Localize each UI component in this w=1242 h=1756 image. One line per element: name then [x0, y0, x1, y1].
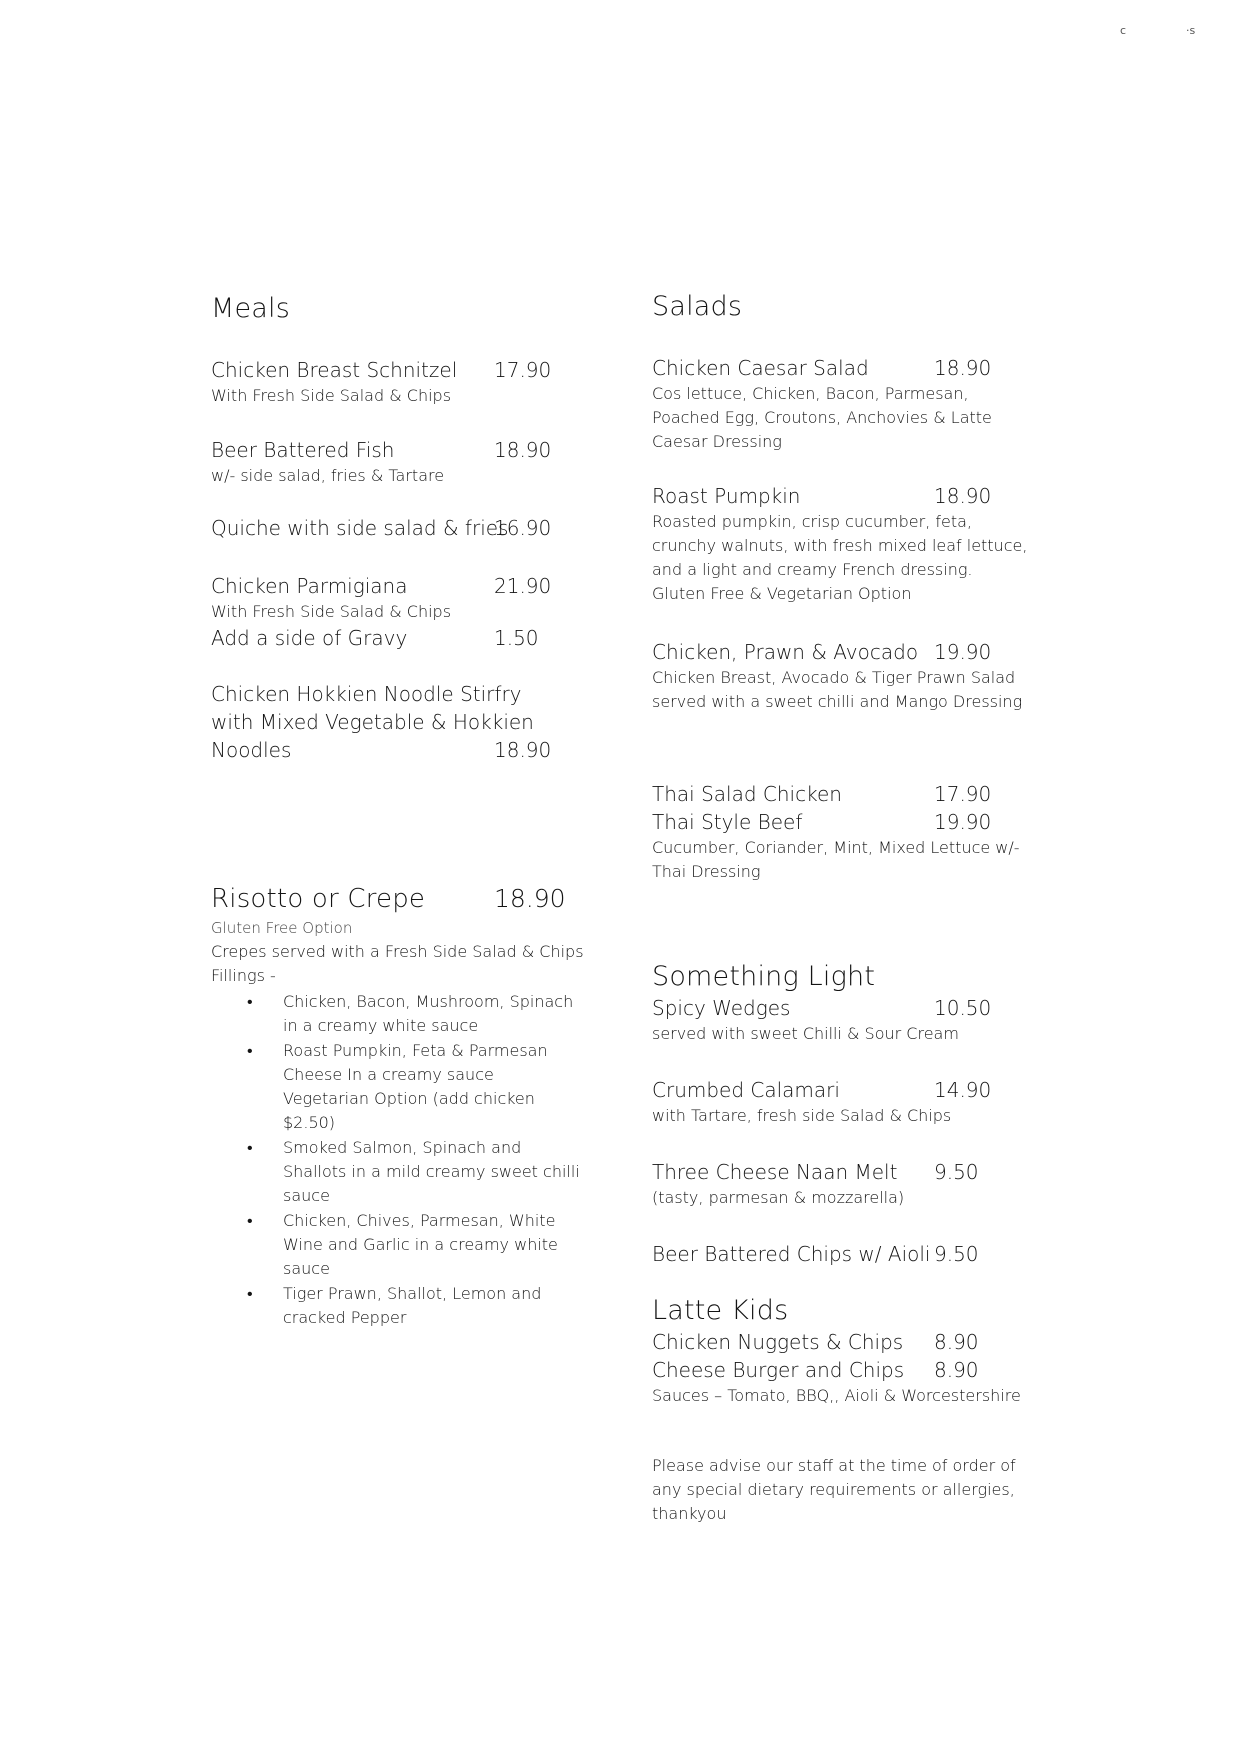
- item-description: with Tartare, fresh side Salad & Chips: [652, 1106, 952, 1125]
- item-name: Beer Battered Chips w/ Aioli: [652, 1242, 931, 1266]
- item-price: 8.90: [934, 1358, 979, 1382]
- item-description: Poached Egg, Croutons, Anchovies & Latte: [652, 408, 992, 427]
- item-name: Spicy Wedges: [652, 996, 791, 1020]
- left-column: [211, 292, 591, 1331]
- menu-item: [652, 1356, 1052, 1384]
- menu-item: [211, 356, 591, 408]
- right-column: [652, 290, 1052, 1526]
- menu-item: [211, 572, 591, 624]
- risotto-price: 18.90: [494, 884, 566, 913]
- item-price: 1.50: [494, 626, 539, 650]
- item-price: 17.90: [934, 782, 992, 806]
- risotto-heading: Risotto or Crepe: [211, 884, 426, 914]
- filling-item: • Tiger Prawn, Shallot, Lemon and cracked Pepper: [283, 1282, 583, 1330]
- item-name: Chicken, Prawn & Avocado: [652, 640, 919, 664]
- item-description: served with a sweet chilli and Mango Dressing: [652, 692, 1023, 711]
- fillings-list: [211, 990, 591, 1330]
- item-price: 10.50: [934, 996, 992, 1020]
- menu-item: [652, 354, 1052, 454]
- item-name: Chicken Caesar Salad: [652, 356, 869, 380]
- item-description: With Fresh Side Salad & Chips: [211, 386, 452, 405]
- menu-item: [652, 808, 1052, 884]
- item-price: 19.90: [934, 810, 992, 834]
- item-price: 21.90: [494, 574, 552, 598]
- scan-mark: c: [1120, 24, 1127, 37]
- menu-item: [211, 624, 591, 652]
- menu-item: [652, 638, 1052, 714]
- item-name: Quiche with side salad & fries: [211, 516, 509, 540]
- item-description: w/- side salad, fries & Tartare: [211, 466, 445, 485]
- filling-item: • Chicken, Bacon, Mushroom, Spinach in a creamy white sauce: [283, 990, 583, 1038]
- item-name: Thai Salad Chicken: [652, 782, 842, 806]
- menu-item: [652, 482, 1052, 606]
- item-description: Caesar Dressing: [652, 432, 782, 451]
- item-price: 8.90: [934, 1330, 979, 1354]
- item-description: Chicken Breast, Avocado & Tiger Prawn Salad: [652, 668, 1016, 687]
- item-price: 16.90: [494, 516, 552, 540]
- item-price: 19.90: [934, 640, 992, 664]
- item-description: Roasted pumpkin, crisp cucumber, feta,: [652, 512, 972, 531]
- notice-line: Please advise our staff at the time of order of: [652, 1456, 1016, 1475]
- item-price: 18.90: [934, 484, 992, 508]
- item-description: Gluten Free & Vegetarian Option: [652, 584, 912, 603]
- item-description: Cos lettuce, Chicken, Bacon, Parmesan,: [652, 384, 969, 403]
- sauces-note: Sauces – Tomato, BBQ,, Aioli & Worcestershire: [652, 1386, 1021, 1405]
- fillings-label: Fillings -: [211, 966, 276, 985]
- latte-kids-heading: Latte Kids: [652, 1295, 789, 1326]
- risotto-section: [211, 882, 591, 1330]
- gluten-free-note: Gluten Free Option: [211, 919, 353, 937]
- notice-line: thankyou: [652, 1504, 727, 1523]
- item-price: 18.90: [934, 356, 992, 380]
- menu-item-stirfry: [211, 680, 591, 764]
- salads-heading: Salads: [652, 291, 743, 322]
- notice-line: any special dietary requirements or allergies,: [652, 1480, 1015, 1499]
- meals-heading: Meals: [211, 293, 291, 324]
- item-price: 17.90: [494, 358, 552, 382]
- item-description: served with sweet Chilli & Sour Cream: [652, 1024, 959, 1043]
- crepes-note: Crepes served with a Fresh Side Salad & Chips: [211, 942, 584, 961]
- item-name: Roast Pumpkin: [652, 484, 801, 508]
- item-name-line: Chicken Hokkien Noodle Stirfry: [211, 682, 522, 706]
- item-description: and a light and creamy French dressing.: [652, 560, 973, 579]
- filling-item: • Roast Pumpkin, Feta & Parmesan Cheese In a creamy sauce Vegetarian Option (add chicken $2.50): [283, 1039, 583, 1135]
- menu-item: [652, 1158, 1052, 1210]
- item-name-line: with Mixed Vegetable & Hokkien: [211, 710, 534, 734]
- item-name: Chicken Nuggets & Chips: [652, 1330, 904, 1354]
- item-name: Add a side of Gravy: [211, 626, 408, 650]
- item-price: 9.50: [934, 1242, 979, 1266]
- menu-item: [652, 780, 1052, 808]
- item-name: Chicken Parmigiana: [211, 574, 408, 598]
- item-name: Crumbed Calamari: [652, 1078, 840, 1102]
- item-price: 18.90: [494, 738, 552, 762]
- item-description: With Fresh Side Salad & Chips: [211, 602, 452, 621]
- filling-item: • Chicken, Chives, Parmesan, White Wine and Garlic in a creamy white sauce: [283, 1209, 583, 1281]
- item-name: Chicken Breast Schnitzel: [211, 358, 458, 382]
- item-description: crunchy walnuts, with fresh mixed leaf lettuce,: [652, 536, 1028, 555]
- item-name-line: Noodles: [211, 738, 292, 762]
- menu-item: [652, 1240, 1052, 1268]
- something-light-heading: Something Light: [652, 961, 876, 992]
- item-description: Cucumber, Coriander, Mint, Mixed Lettuce w/-: [652, 838, 1020, 857]
- scan-mark: ·s: [1186, 24, 1196, 37]
- menu-item: [652, 994, 1052, 1046]
- item-price: 9.50: [934, 1160, 979, 1184]
- item-price: 14.90: [934, 1078, 992, 1102]
- item-name: Beer Battered Fish: [211, 438, 395, 462]
- filling-item: • Smoked Salmon, Spinach and Shallots in a mild creamy sweet chilli sauce: [283, 1136, 583, 1208]
- menu-item: [211, 514, 591, 542]
- item-price: 18.90: [494, 438, 552, 462]
- menu-item: [652, 1076, 1052, 1128]
- item-description: Thai Dressing: [652, 862, 761, 881]
- dietary-notice: [652, 1454, 1052, 1526]
- item-description: (tasty, parmesan & mozzarella): [652, 1188, 905, 1207]
- item-name: Thai Style Beef: [652, 810, 803, 834]
- menu-item: [652, 1328, 1052, 1356]
- item-name: Cheese Burger and Chips: [652, 1358, 905, 1382]
- item-name: Three Cheese Naan Melt: [652, 1160, 898, 1184]
- menu-item: [211, 436, 591, 488]
